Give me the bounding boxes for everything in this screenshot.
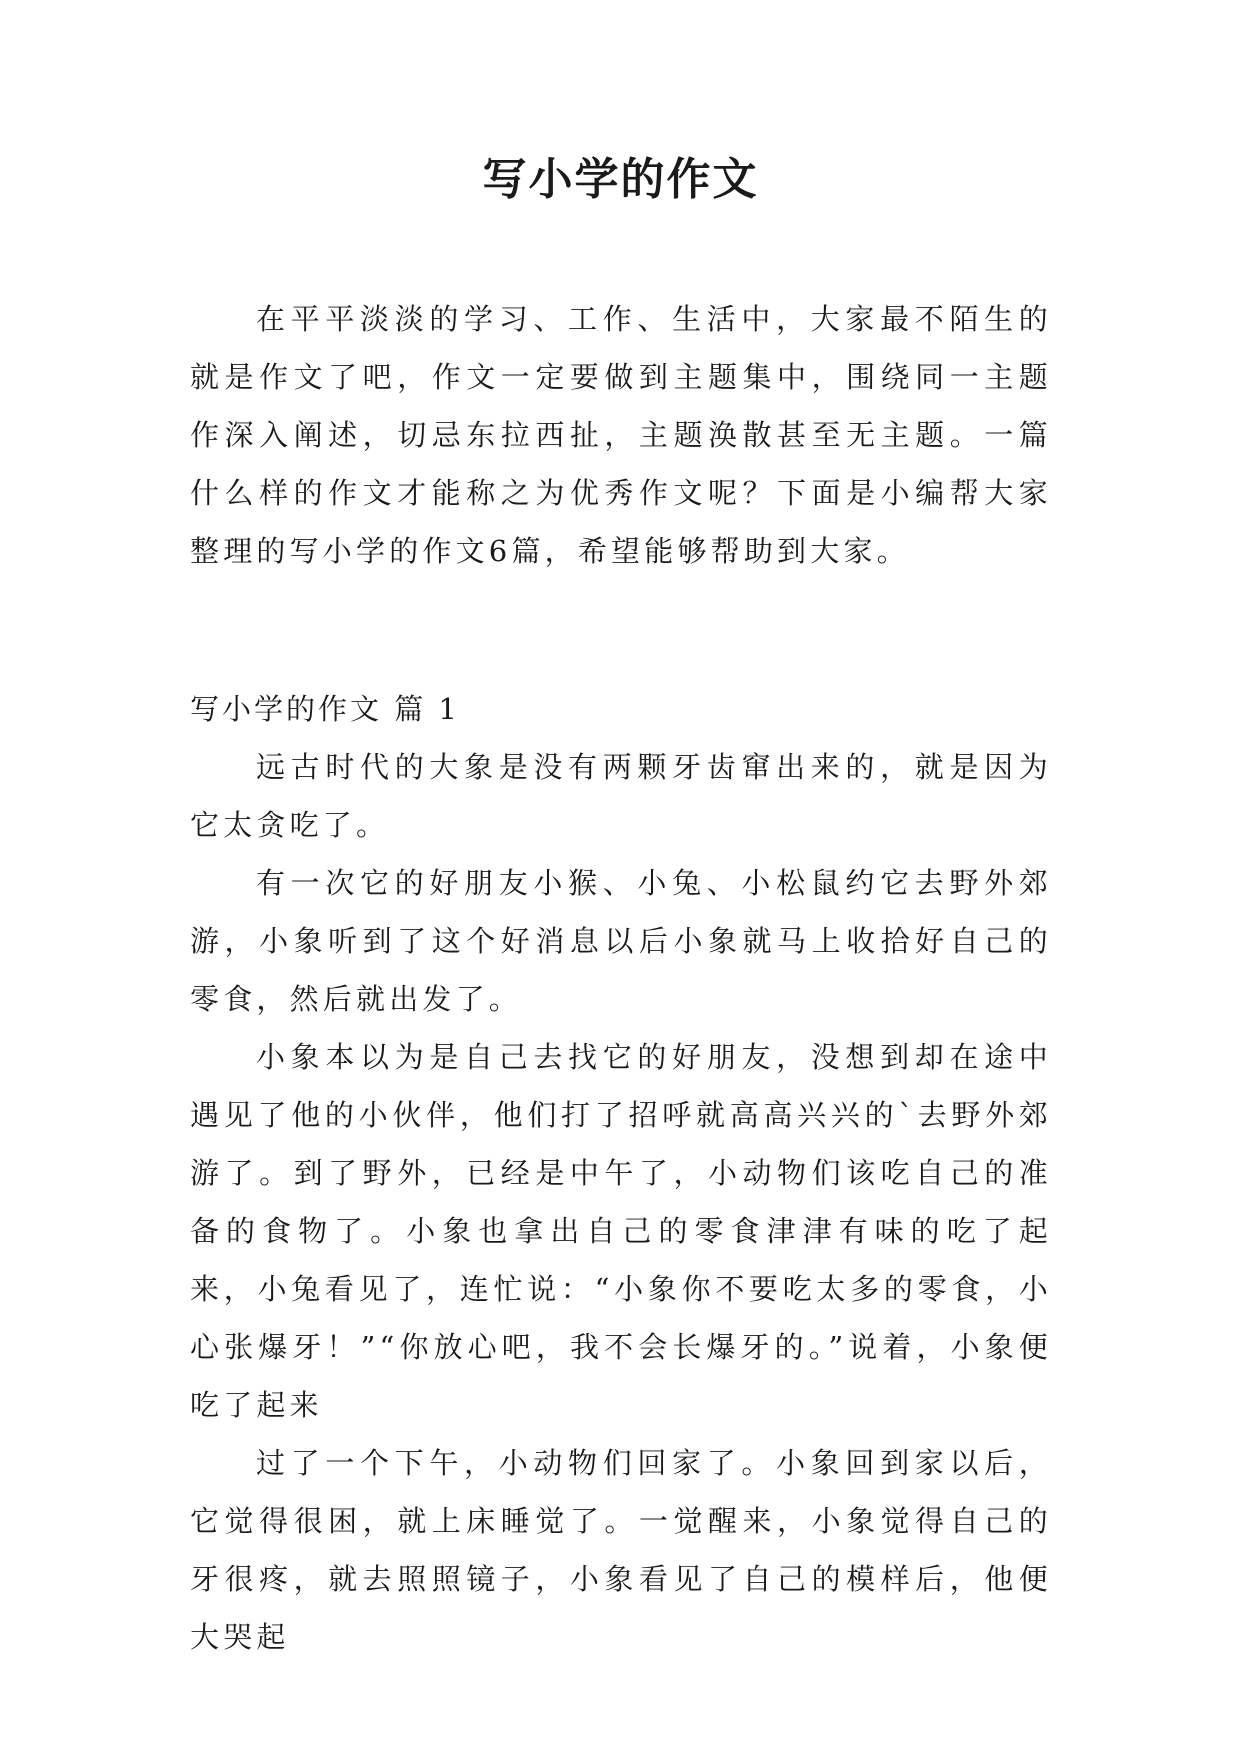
section-heading: 写小学的作文 篇 1 [190, 692, 460, 726]
intro-paragraph: 在平平淡淡的学习、工作、生活中，大家最不陌生的就是作文了吧，作文一定要做到主题集中，围绕同一主题作深入阐述，切忌东拉西扯，主题涣散甚至无主题。一篇什么样的作文才能称之为优秀作文呢？下面是小编帮大家整理的写小学的作文6篇，希望能够帮助到大家。 [190, 302, 1052, 568]
story-paragraph-3: 小象本以为是自己去找它的好朋友，没想到却在途中遇见了他的小伙伴，他们打了招呼就高高兴兴的`去野外郊游了。到了野外，已经是中午了，小动物们该吃自己的准备的食物了。小象也拿出自己的零食津津有味的吃了起来，小兔看见了，连忙说：“小象你不要吃太多的零食，小心张爆牙！”“你放心吧，我不会长爆牙的。”说着，小象便吃了起来 [190, 1040, 1052, 1422]
story-paragraph-4: 过了一个下午，小动物们回家了。小象回到家以后，它觉得很困，就上床睡觉了。一觉醒来，小象觉得自己的牙很疼，就去照照镜子，小象看见了自己的模样后，他便大哭起 [190, 1446, 1052, 1654]
document-body [190, 290, 1052, 1666]
story-paragraph-1: 远古时代的大象是没有两颗牙齿窜出来的，就是因为它太贪吃了。 [190, 750, 1052, 842]
story-paragraph-2: 有一次它的好朋友小猴、小兔、小松鼠约它去野外郊游，小象听到了这个好消息以后小象就马上收拾好自己的零食，然后就出发了。 [190, 866, 1052, 1016]
document-title: 写小学的作文 [482, 154, 759, 205]
